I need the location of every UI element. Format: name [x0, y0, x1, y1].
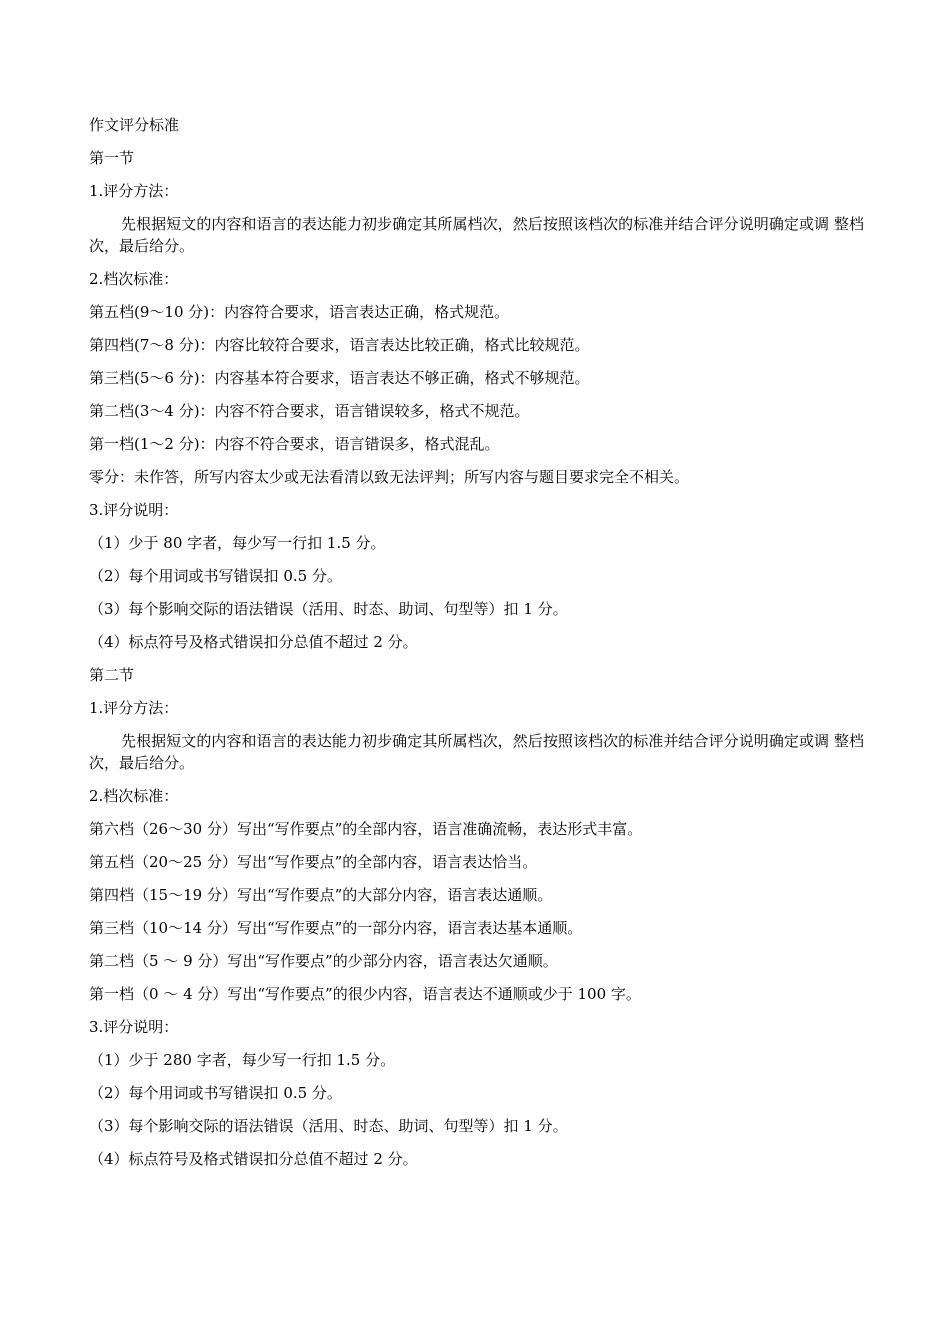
section2-notes-title: 3.评分说明：: [89, 1018, 179, 1036]
document-title: 作文评分标准: [89, 116, 180, 134]
section2-note-1: （1）少于 280 字者，每少写一行扣 1.5 分。: [89, 1051, 396, 1069]
section1-level-5: 第五档(9～10 分)：内容符合要求，语言表达正确，格式规范。: [89, 303, 510, 321]
section1-note-1: （1）少于 80 字者，每少写一行扣 1.5 分。: [89, 534, 386, 552]
section1-level-zero: 零分：未作答，所写内容太少或无法看清以致无法评判；所写内容与题目要求完全不相关。: [89, 468, 690, 486]
section2-method-text: 先根据短文的内容和语言的表达能力初步确定其所属档次，然后按照该档次的标准并结合评分说明确定或调 整档次，最后给分。: [89, 732, 864, 772]
section2-level-4: 第四档（15～19 分）写出“写作要点”的大部分内容，语言表达通顺。: [89, 886, 553, 904]
section2-heading: 第二节: [89, 666, 135, 684]
section1-method-text: 先根据短文的内容和语言的表达能力初步确定其所属档次，然后按照该档次的标准并结合评分说明确定或调 整档次，最后给分。: [89, 215, 864, 255]
section2-note-4: （4）标点符号及格式错误扣分总值不超过 2 分。: [89, 1150, 418, 1168]
section2-method-title: 1.评分方法：: [89, 699, 179, 717]
section1-notes-title: 3.评分说明：: [89, 501, 179, 519]
section1-levels-title: 2.档次标准：: [89, 270, 179, 288]
section1-level-4: 第四档(7～8 分)：内容比较符合要求，语言表达比较正确，格式比较规范。: [89, 336, 590, 354]
section1-heading: 第一节: [89, 149, 135, 167]
section2-level-5: 第五档（20～25 分）写出“写作要点”的全部内容，语言表达恰当。: [89, 853, 538, 871]
section2-level-2: 第二档（5 ～ 9 分）写出“写作要点”的少部分内容，语言表达欠通顺。: [89, 952, 558, 970]
section1-method-title: 1.评分方法：: [89, 182, 179, 200]
section2-level-6: 第六档（26～30 分）写出“写作要点”的全部内容，语言准确流畅，表达形式丰富。: [89, 820, 643, 838]
section1-level-1: 第一档(1～2 分)：内容不符合要求，语言错误多，格式混乱。: [89, 435, 500, 453]
section1-level-3: 第三档(5～6 分)：内容基本符合要求，语言表达不够正确，格式不够规范。: [89, 369, 590, 387]
document-page: [89, 114, 864, 1181]
section2-level-1: 第一档（0 ～ 4 分）写出“写作要点”的很少内容，语言表达不通顺或少于 100 字。: [89, 985, 641, 1003]
section1-level-2: 第二档(3～4 分)：内容不符合要求，语言错误较多，格式不规范。: [89, 402, 530, 420]
section2-note-3: （3）每个影响交际的语法错误（活用、时态、助词、句型等）扣 1 分。: [89, 1117, 568, 1135]
section2-levels-title: 2.档次标准：: [89, 787, 179, 805]
section1-note-4: （4）标点符号及格式错误扣分总值不超过 2 分。: [89, 633, 418, 651]
section2-level-3: 第三档（10～14 分）写出“写作要点”的一部分内容，语言表达基本通顺。: [89, 919, 583, 937]
section1-note-2: （2）每个用词或书写错误扣 0.5 分。: [89, 567, 342, 585]
section2-note-2: （2）每个用词或书写错误扣 0.5 分。: [89, 1084, 342, 1102]
section1-note-3: （3）每个影响交际的语法错误（活用、时态、助词、句型等）扣 1 分。: [89, 600, 568, 618]
